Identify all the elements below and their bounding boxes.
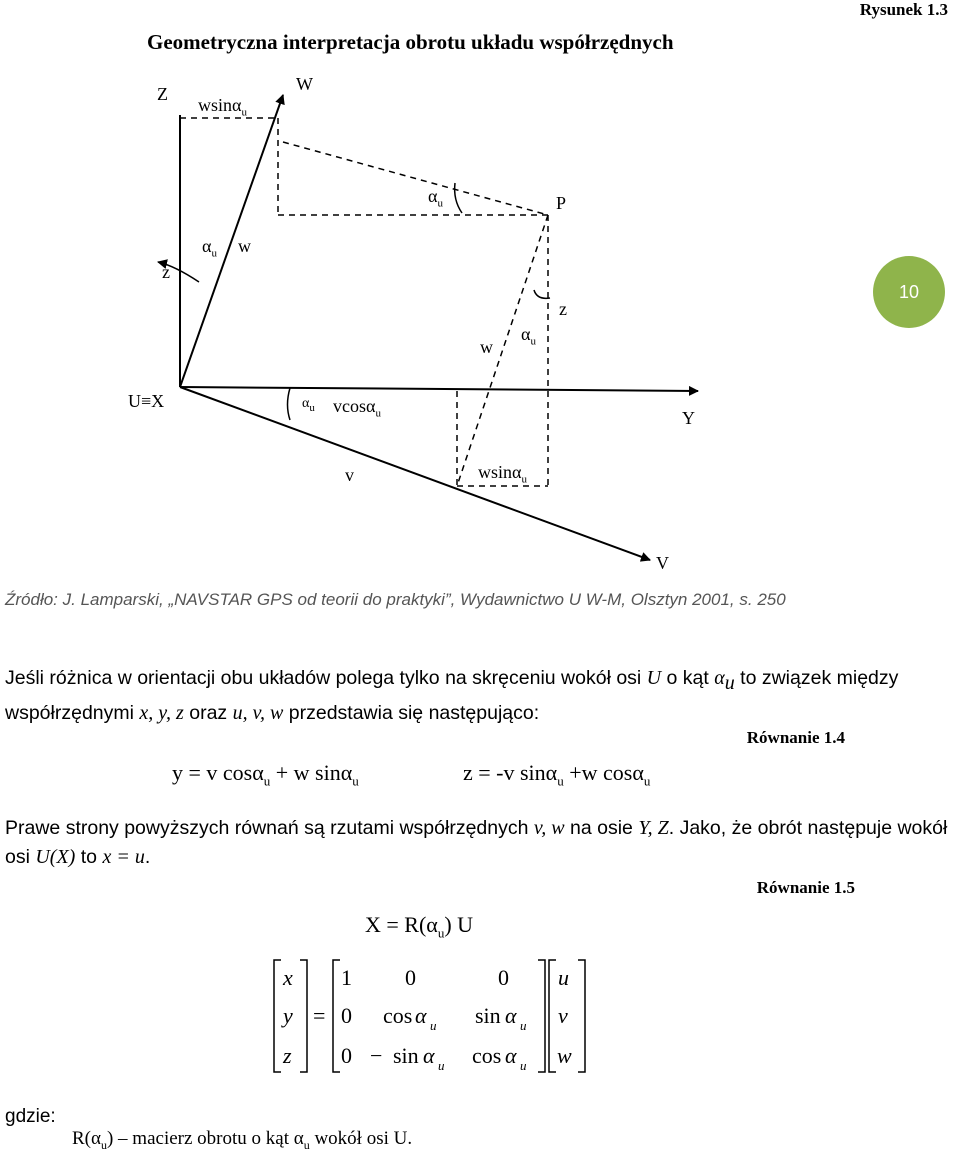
- m23-alpha: α: [505, 1003, 517, 1028]
- m21: 0: [341, 1003, 352, 1028]
- equation-rotation-short: $X = R(\alpha_u)$ U: [365, 912, 474, 941]
- m22-alpha: α: [415, 1003, 427, 1028]
- bracket-left-vector-open: [274, 960, 281, 1072]
- label-axis-Y: Y: [682, 408, 695, 428]
- m32-alpha: α: [423, 1043, 435, 1068]
- label-alpha-left: $\alpha_u$: [202, 236, 217, 260]
- m13: 0: [498, 965, 509, 990]
- vec-left-y: y: [283, 1003, 293, 1028]
- label-wsin-top: wsinα$_u$: [198, 95, 247, 119]
- label-alpha-mid: $\alpha_u$: [521, 324, 536, 348]
- m33-sub: u: [520, 1058, 527, 1073]
- label-axis-Z: Z: [157, 84, 168, 104]
- label-point-P: P: [556, 193, 567, 213]
- gdzie-label: gdzie:: [5, 1106, 56, 1127]
- label-v-small: v: [345, 465, 354, 485]
- bracket-right-vector-open: [549, 960, 556, 1072]
- vec-left-x: x: [283, 965, 293, 990]
- label-vcos: vcosα$_u$: [333, 396, 381, 420]
- m33-alpha: α: [505, 1043, 517, 1068]
- vec-right-w: w: [557, 1043, 572, 1068]
- label-origin: U≡X: [128, 391, 165, 411]
- m12: 0: [405, 965, 416, 990]
- m33-cos: cos: [472, 1043, 502, 1068]
- m32-sub: u: [438, 1058, 445, 1073]
- equation-label-1-4: Równanie 1.4: [746, 728, 845, 747]
- page-number-badge: 10: [873, 256, 945, 328]
- m32-sin: sin: [393, 1043, 419, 1068]
- vec-right-u: u: [558, 965, 569, 990]
- bracket-right-vector-close: [578, 960, 585, 1072]
- paragraph-intro: Jeśli różnica w orientacji obu układów polega tylko na skręceniu wokół osi U o kąt $\alpha_u$ to związek między współrzędnymi x, y, z oraz u, v, w przedstawia się następująco:: [5, 667, 899, 724]
- m22-cos: cos: [383, 1003, 413, 1028]
- label-axis-V: V: [656, 553, 669, 573]
- label-z-right: z: [559, 299, 567, 319]
- definition-R: $R(\alpha_u)$ – macierz obrotu o kąt $\alpha_u$ wokół osi U.: [72, 1128, 413, 1152]
- m22-sub: u: [430, 1018, 437, 1033]
- bracket-matrix-close: [538, 960, 545, 1072]
- label-alpha-top: $\alpha_u$: [428, 186, 443, 210]
- paragraph-projections: Prawe strony powyższych równań są rzutami współrzędnych v, w na osie Y, Z. Jako, że obrót następuje wokół osi U(X) to x = u.: [5, 817, 948, 868]
- m23-sub: u: [520, 1018, 527, 1033]
- bracket-matrix-open: [333, 960, 340, 1072]
- bracket-left-vector-close: [300, 960, 307, 1072]
- vec-right-v: v: [558, 1003, 568, 1028]
- figure-number: Rysunek 1.3: [859, 0, 948, 19]
- label-w-mid: w: [480, 337, 493, 357]
- label-wsin-bottom: wsinα$_u$: [478, 462, 527, 486]
- source-citation: Źródło: J. Lamparski, „NAVSTAR GPS od teorii do praktyki”, Wydawnictwo U W-M, Olsztyn 2001, s. 250: [5, 590, 786, 609]
- label-z-left: z: [162, 262, 170, 282]
- equation-label-1-5: Równanie 1.5: [756, 878, 855, 897]
- equals-sign: =: [313, 1003, 326, 1028]
- m32-minus: −: [370, 1043, 383, 1068]
- figure-title: Geometryczna interpretacja obrotu układu współrzędnych: [147, 30, 674, 54]
- equation-y: y = v cosα$_u$ + w sinα$_u$: [172, 760, 359, 789]
- m11: 1: [341, 965, 352, 990]
- m23-sin: sin: [475, 1003, 501, 1028]
- m31: 0: [341, 1043, 352, 1068]
- label-alpha-bottom: $\alpha_u$: [302, 396, 315, 414]
- vec-left-z: z: [283, 1043, 292, 1068]
- label-axis-W: W: [296, 74, 313, 94]
- equation-z: z = -v sinα$_u$ +w cosα$_u$: [463, 760, 651, 789]
- label-w-left: w: [238, 236, 251, 256]
